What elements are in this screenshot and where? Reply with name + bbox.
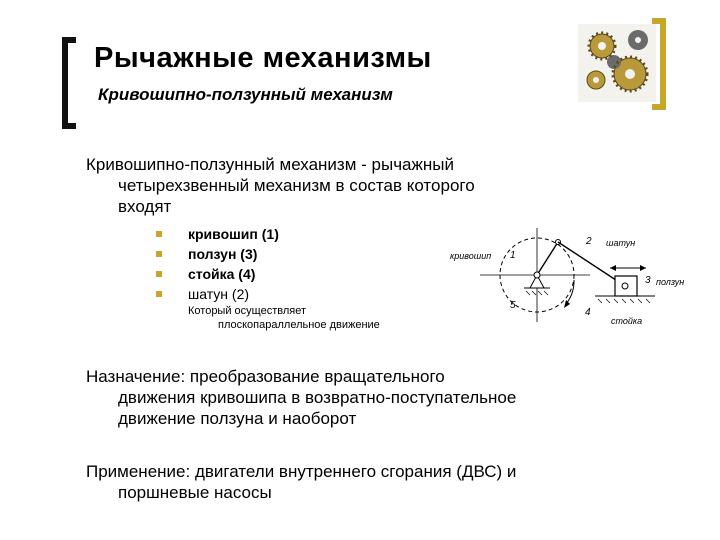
- component-label: кривошип (1): [188, 226, 279, 242]
- component-label: ползун (3): [188, 246, 258, 262]
- components-list: [156, 224, 279, 304]
- page-subtitle: Кривошипно-ползунный механизм: [98, 85, 393, 104]
- definition-line-1: Кривошипно-ползунный механизм - рычажный: [86, 155, 454, 174]
- slider-label: ползун: [656, 277, 685, 287]
- slider-crank-diagram: [440, 220, 700, 340]
- bullet-square-icon: [156, 251, 162, 257]
- crank-pivot: [534, 272, 540, 278]
- list-item: [156, 244, 279, 264]
- slider-number: 3: [645, 275, 651, 286]
- rod-number: 2: [586, 236, 592, 247]
- rod-label: шатун: [606, 238, 636, 248]
- slider-arrow-right: [640, 265, 646, 271]
- bullet-square-icon: [156, 271, 162, 277]
- rotation-arrowhead: [564, 300, 570, 308]
- slider-arrow-left: [610, 265, 616, 271]
- note-line-1: Который осуществляет: [188, 305, 306, 317]
- definition-text: [86, 154, 526, 217]
- page-title: Рычажные механизмы: [94, 42, 432, 74]
- bullet-square-icon: [156, 231, 162, 237]
- application-line-2: поршневые насосы: [118, 483, 272, 502]
- frame-number: 4: [585, 307, 591, 318]
- component-label: стойка (4): [188, 266, 256, 282]
- component-label: шатун (2): [188, 286, 250, 302]
- gears-image: [578, 24, 656, 102]
- purpose-line-2: движения кривошипа в возвратно-поступательное: [118, 388, 517, 407]
- crank-number: 1: [510, 250, 516, 261]
- guide-hatch: [598, 299, 650, 303]
- list-item: [156, 284, 279, 304]
- base-number: 5: [510, 300, 516, 311]
- list-item: [156, 264, 279, 284]
- purpose-text-1: : преобразование вращательного: [180, 367, 445, 386]
- connecting-rod-note: [188, 304, 380, 332]
- frame-label: стойка: [611, 316, 643, 326]
- purpose-line-1: [86, 366, 586, 387]
- application-line-1: [86, 461, 586, 482]
- note-line-2: плоскопараллельное движение: [218, 319, 380, 331]
- purpose-paragraph: [86, 366, 586, 429]
- application-text-1: : двигатели внутреннего сгорания (ДВС) и: [185, 462, 517, 481]
- definition-line-3: входят: [118, 197, 172, 216]
- left-bracket-decoration: [62, 37, 76, 129]
- list-item: [156, 224, 279, 244]
- purpose-label: Назначение: [86, 367, 181, 386]
- bullet-square-icon: [156, 291, 162, 297]
- crank-link: [537, 242, 558, 275]
- definition-line-2: четырехзвенный механизм в состав которого: [118, 176, 475, 195]
- application-paragraph: [86, 461, 586, 503]
- slider-pin: [622, 283, 628, 289]
- application-label: Применение: [86, 462, 186, 481]
- crank-label: кривошип: [450, 251, 492, 261]
- purpose-line-3: движение ползуна и наоборот: [118, 409, 357, 428]
